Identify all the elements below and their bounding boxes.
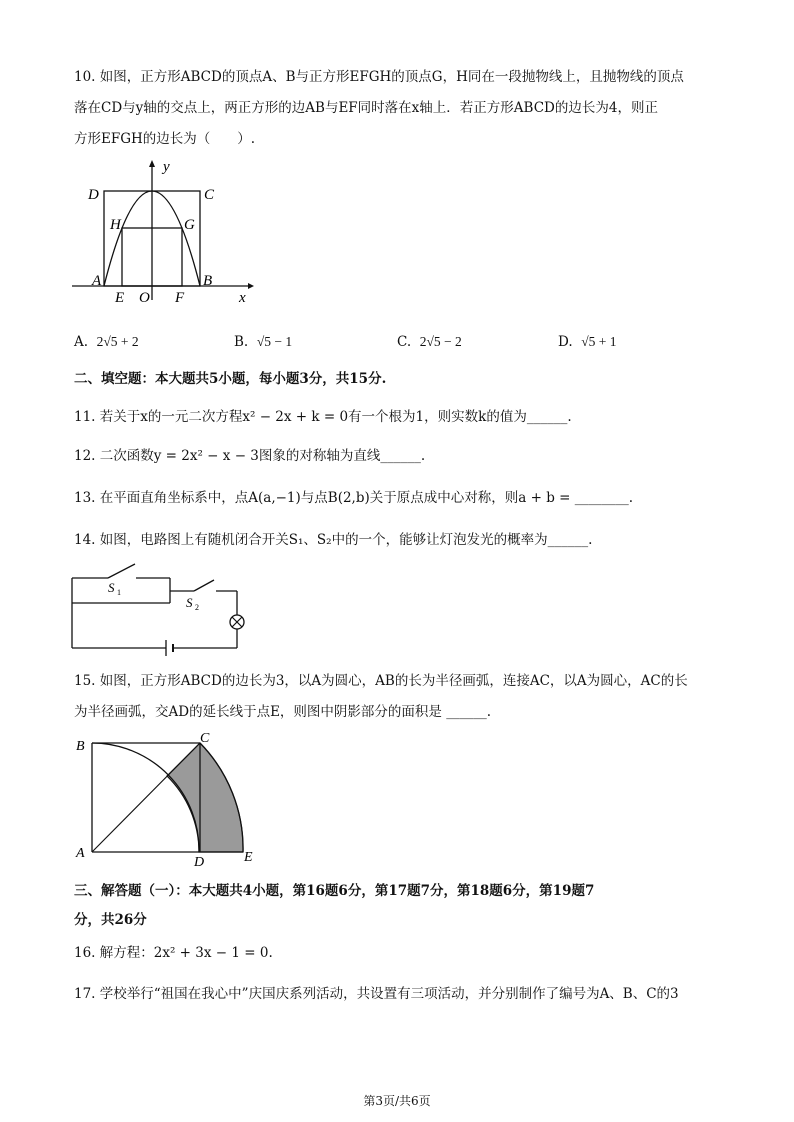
label-a: A (76, 846, 85, 861)
shaded-region (167, 743, 243, 852)
label-b: B (203, 273, 213, 289)
label-x: x (239, 290, 246, 306)
q10-line-3: 方形EFGH的边长为（ ）. (74, 131, 256, 147)
q15-line-1: 15. 如图，正方形ABCD的边长为3，以A为圆心，AB的长为半径画弧，连接AC，以A为圆心，AC的长 (74, 673, 688, 689)
label-d: D (88, 187, 99, 203)
q15-arc-figure (70, 728, 270, 868)
label-f: F (175, 290, 185, 306)
q10-parabola-figure (70, 155, 260, 310)
label-s2: S (186, 595, 193, 610)
label-a: A (92, 273, 102, 289)
q17-text: 17. 学校举行“祖国在我心中”庆国庆系列活动，共设置有三项活动，并分别制作了编号为A、B、C的3 (74, 986, 679, 1002)
label-c: C (204, 187, 215, 203)
q14-circuit-figure (70, 560, 250, 660)
q16-text: 16. 解方程：2x² + 3x − 1 = 0. (74, 945, 273, 961)
label-o: O (139, 290, 150, 306)
label-s1-sub: 1 (117, 588, 121, 597)
section-3-heading-line-2: 分，共26分 (74, 912, 147, 928)
label-e: E (115, 290, 125, 306)
label-h: H (110, 217, 121, 233)
label-b: B (76, 739, 85, 754)
label-e: E (244, 850, 253, 865)
section-2-heading: 二、填空题：本大题共5小题，每小题3分，共15分. (74, 371, 387, 387)
q10-option-b: B. √5 − 1 (234, 334, 293, 350)
q13-text: 13. 在平面直角坐标系中，点A(a,−1)与点B(2,b)关于原点成中心对称，则a + b = ________. (74, 490, 634, 506)
q14-text: 14. 如图，电路图上有随机闭合开关S₁、S₂中的一个，能够让灯泡发光的概率为______. (74, 532, 593, 548)
q10-line-1: 10. 如图，正方形ABCD的顶点A、B与正方形EFGH的顶点G，H同在一段抛物线上，且抛物线的顶点 (74, 69, 684, 85)
q10-option-d: D. √5 + 1 (558, 334, 617, 350)
switch-s1 (108, 564, 135, 578)
q10-option-c: C. 2√5 − 2 (397, 334, 462, 350)
label-y: y (163, 159, 170, 175)
page-footer: 第3页/共6页 (363, 1094, 431, 1108)
label-g: G (184, 217, 195, 233)
q11-text: 11. 若关于x的一元二次方程x² − 2x + k = 0有一个根为1，则实数k的值为______. (74, 409, 572, 425)
label-s2-sub: 2 (195, 603, 199, 612)
q15-line-2: 为半径画弧，交AD的延长线于点E，则图中阴影部分的面积是 ______. (74, 704, 492, 720)
switch-s2 (194, 580, 214, 591)
x-axis-arrow (248, 283, 254, 289)
label-s1: S (108, 580, 115, 595)
y-axis-arrow (149, 160, 155, 167)
label-d: D (194, 855, 205, 868)
section-3-heading-line-1: 三、解答题（一）：本大题共4小题，第16题6分，第17题7分，第18题6分，第19题7 (74, 883, 595, 899)
q10-line-2: 落在CD与y轴的交点上，两正方形的边AB与EF同时落在x轴上．若正方形ABCD的边长为4，则正 (74, 100, 658, 116)
q10-option-a: A. 2√5 + 2 (74, 334, 139, 350)
label-c: C (200, 731, 210, 746)
q12-text: 12. 二次函数y = 2x² − x − 3图象的对称轴为直线______. (74, 448, 426, 464)
